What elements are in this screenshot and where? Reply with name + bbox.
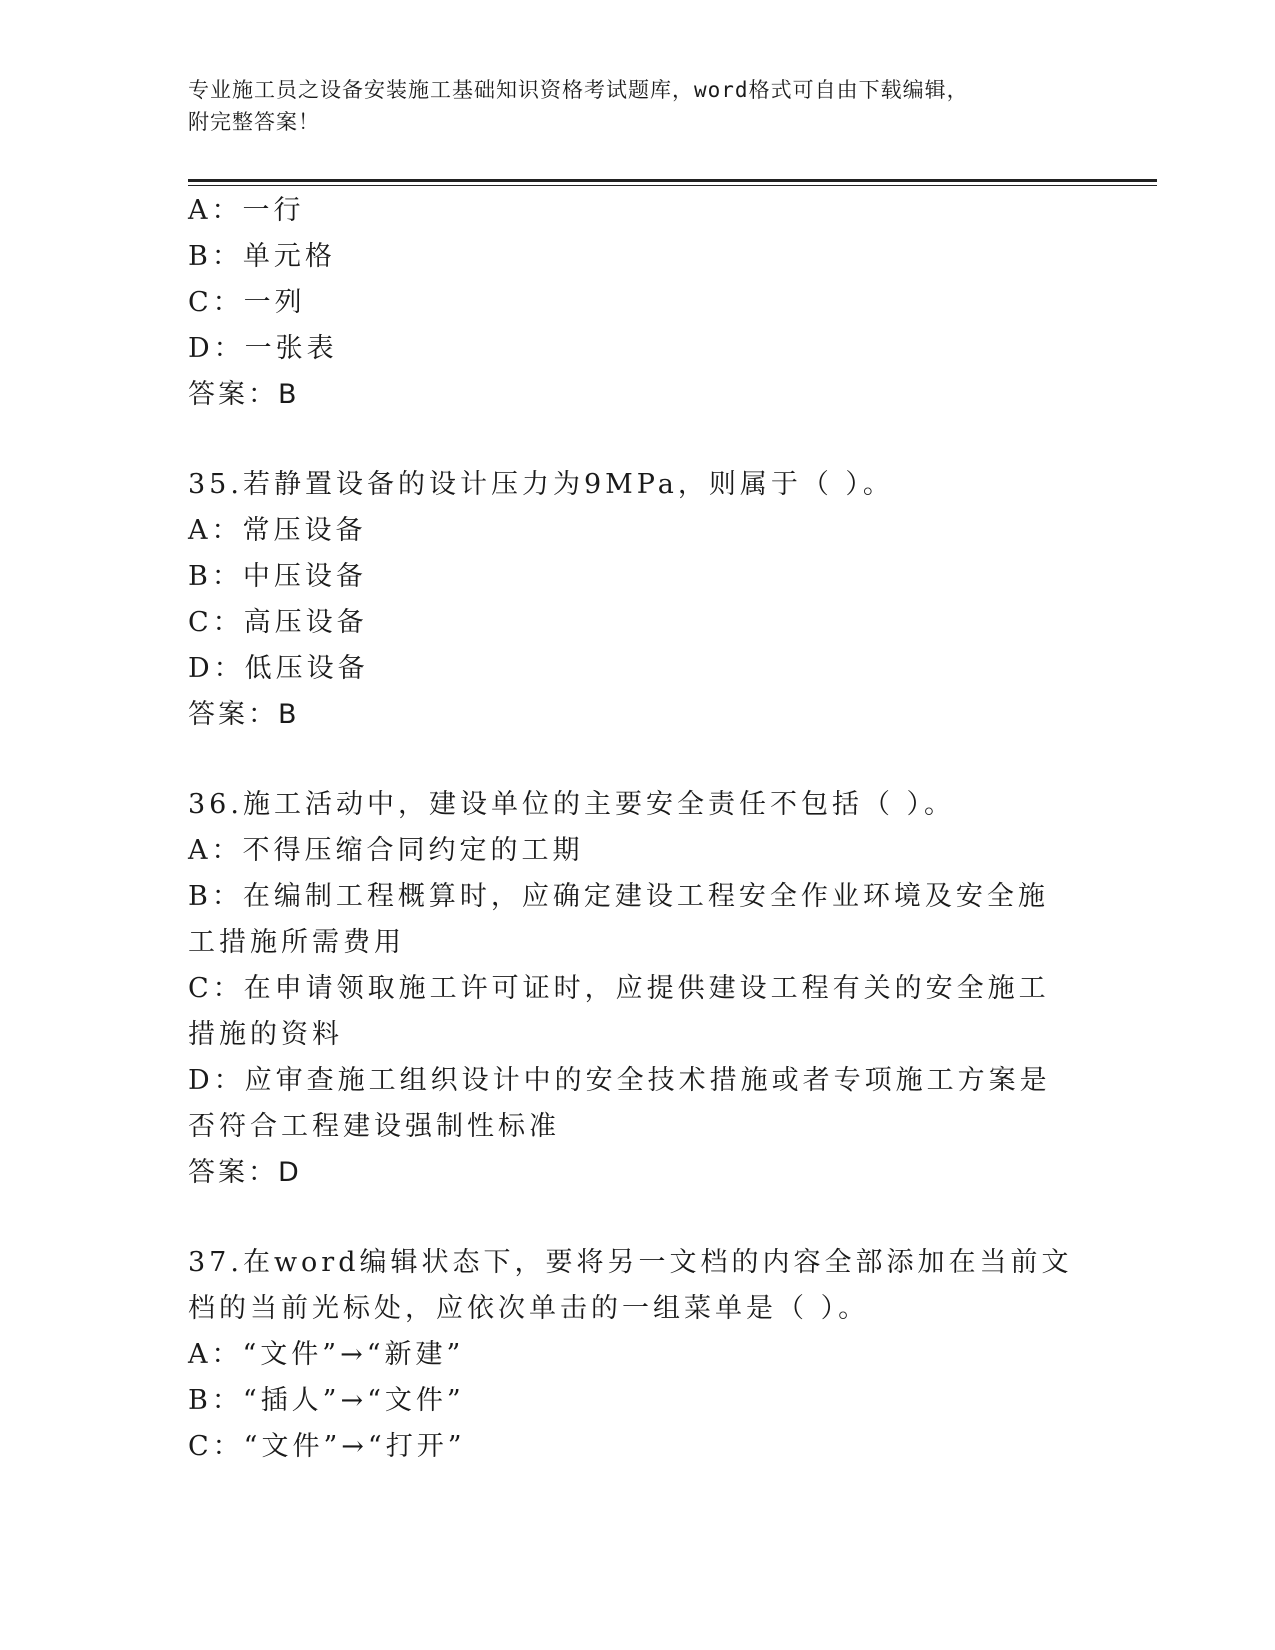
option-c: C：“文件”→“打开” — [188, 1431, 466, 1462]
header-line-1: 专业施工员之设备安装施工基础知识资格考试题库，word格式可自由下载编辑， — [188, 78, 969, 102]
option-c: C：在申请领取施工许可证时，应提供建设工程有关的安全施工措施的资料 — [188, 973, 1050, 1050]
option-a: A：不得压缩合同约定的工期 — [188, 835, 584, 866]
question-34-continued — [188, 188, 1088, 418]
option-b: B：中压设备 — [188, 561, 367, 592]
option-a: A：常压设备 — [188, 515, 367, 546]
question-text: 36.施工活动中，建设单位的主要安全责任不包括（ ）。 — [188, 789, 956, 820]
option-a: A：“文件”→“新建” — [188, 1339, 465, 1370]
document-body — [188, 188, 1088, 1470]
header-divider-thin — [188, 185, 1157, 186]
option-b: B：单元格 — [188, 241, 336, 272]
option-b: B：“插人”→“文件” — [188, 1385, 465, 1416]
question-text: 37.在word编辑状态下，要将另一文档的内容全部添加在当前文档的当前光标处，应依次单击的一组菜单是（ ）。 — [188, 1247, 1073, 1324]
answer: 答案：D — [188, 1157, 302, 1188]
option-d: D：一张表 — [188, 333, 338, 364]
option-a: A：一行 — [188, 195, 305, 226]
question-37 — [188, 1240, 1088, 1470]
option-c: C：高压设备 — [188, 607, 368, 638]
header-line-2: 附完整答案！ — [188, 110, 320, 134]
question-35 — [188, 462, 1088, 738]
question-36 — [188, 782, 1088, 1196]
document-header — [188, 74, 1068, 138]
option-b: B：在编制工程概算时，应确定建设工程安全作业环境及安全施工措施所需费用 — [188, 881, 1049, 958]
option-c: C：一列 — [188, 287, 306, 318]
option-d: D：低压设备 — [188, 653, 369, 684]
answer: 答案：B — [188, 379, 300, 410]
answer: 答案：B — [188, 699, 300, 730]
header-divider-thick — [188, 179, 1157, 182]
question-text: 35.若静置设备的设计压力为9MPa，则属于（ ）。 — [188, 469, 894, 500]
option-d: D：应审查施工组织设计中的安全技术措施或者专项施工方案是否符合工程建设强制性标准 — [188, 1065, 1051, 1142]
